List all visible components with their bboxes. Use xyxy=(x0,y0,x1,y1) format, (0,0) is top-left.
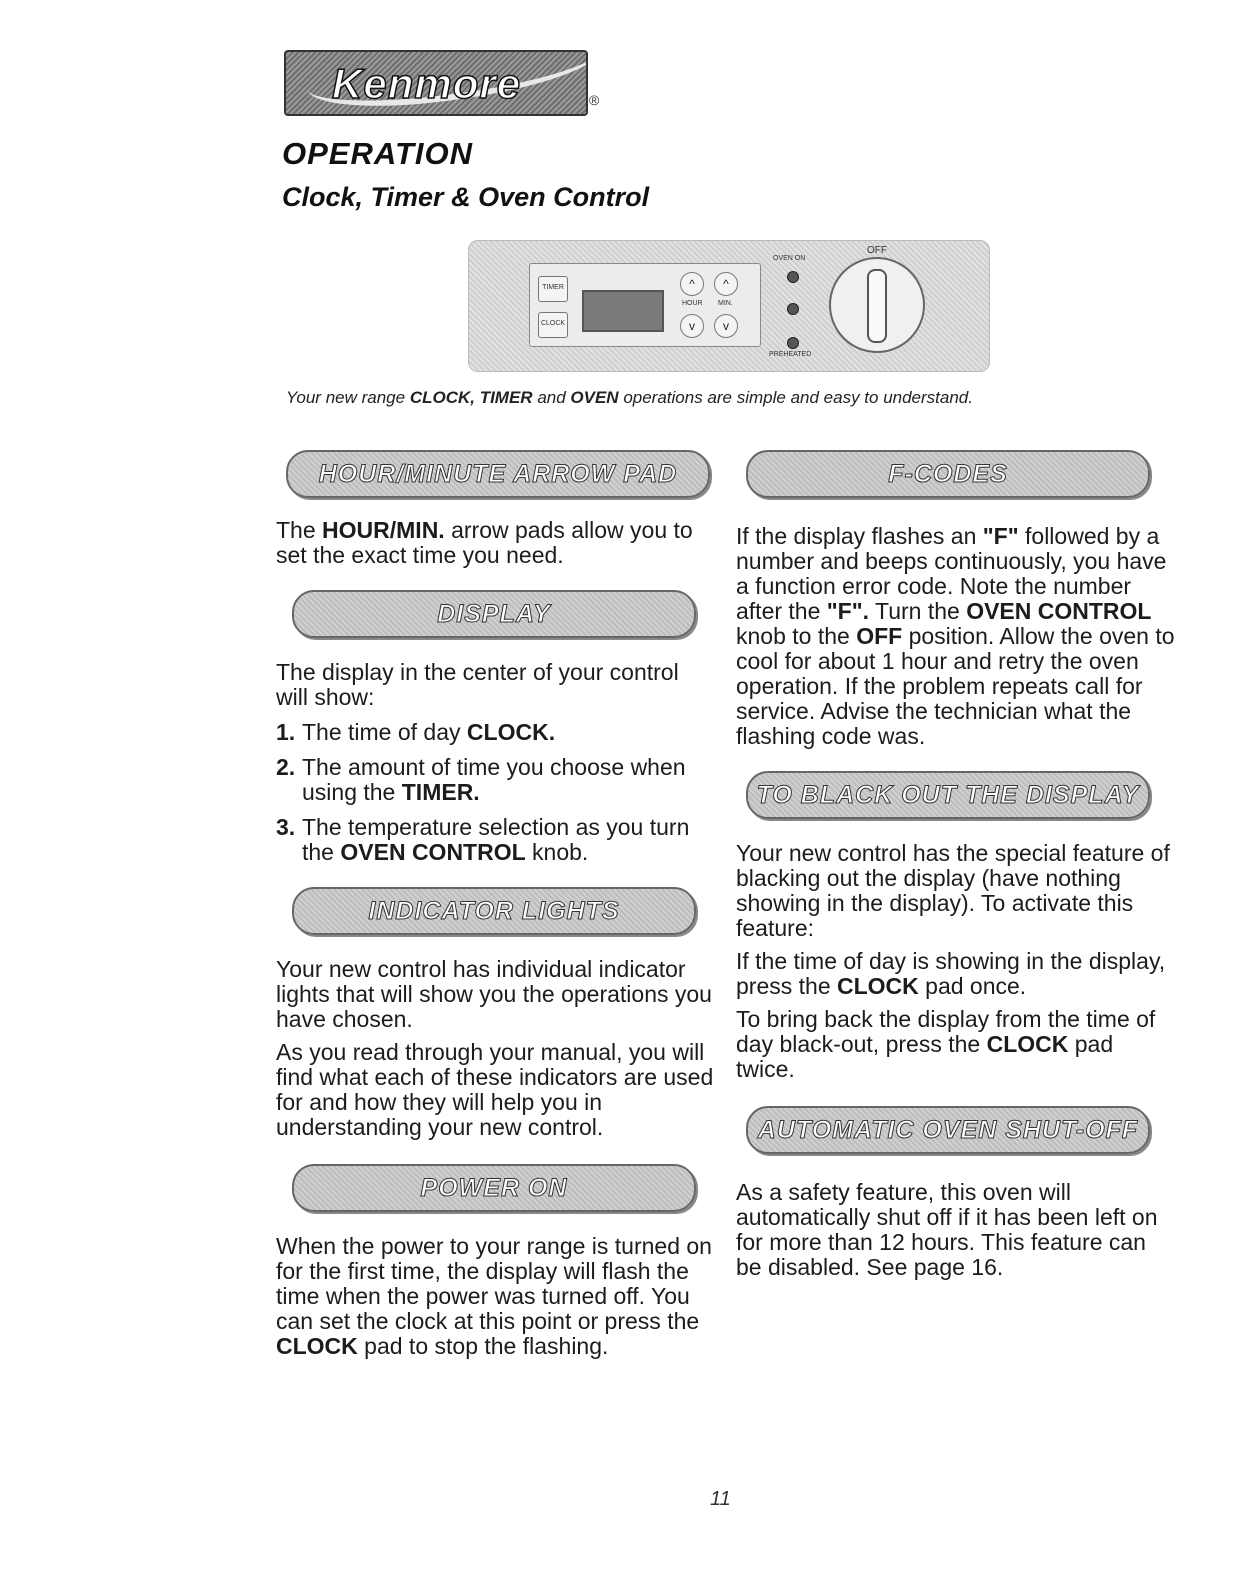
control-panel-illustration xyxy=(468,240,990,372)
panel-clean-light xyxy=(787,303,799,315)
panel-hour-label: HOUR xyxy=(682,300,703,307)
indicator-paragraph-2: As you read through your manual, you will find what each of these indicators are used for and how they will help you in understanding your new control. xyxy=(276,1039,714,1140)
arrow-pad-paragraph: The HOUR/MIN. arrow pads allow you to set the exact time you need. xyxy=(276,517,693,568)
auto-shut-off-paragraph: As a safety feature, this oven will automatically shut off if it has been left on for more than 12 hours. This feature can be disabled. See page 16. xyxy=(736,1179,1158,1280)
right-column xyxy=(736,450,1176,1280)
panel-min-down-arrow: v xyxy=(714,314,738,338)
black-out-paragraph-3: To bring back the display from the time of day black-out, press the CLOCK pad twice. xyxy=(736,1006,1156,1082)
page-title: OPERATION xyxy=(282,136,473,171)
registered-mark: ® xyxy=(589,92,600,108)
power-on-paragraph: When the power to your range is turned on for the first time, the display will flash the time when the power was turned off. You can set the clock at this point or press the CLOCK pad to stop the flashing. xyxy=(276,1233,712,1359)
panel-display xyxy=(582,290,664,332)
logo-text: Kenmore xyxy=(332,60,522,107)
section-heading-f-codes: F-CODES xyxy=(746,450,1150,498)
page-subtitle: Clock, Timer & Oven Control xyxy=(282,182,650,212)
black-out-paragraph-2: If the time of day is showing in the display, press the CLOCK pad once. xyxy=(736,948,1166,999)
section-heading-indicator-lights: INDICATOR LIGHTS xyxy=(292,887,696,935)
list-item: 2. The amount of time you choose when using the TIMER. xyxy=(276,754,686,805)
black-out-paragraph-1: Your new control has the special feature of blacking out the display (have nothing showing in the display). To activate this feature: xyxy=(736,840,1170,941)
logo-badge xyxy=(284,50,588,116)
list-item: 1. The time of day CLOCK. xyxy=(276,719,556,745)
panel-clock-pad: CLOCK xyxy=(538,312,568,338)
panel-hour-down-arrow: v xyxy=(680,314,704,338)
panel-min-label: MIN. xyxy=(718,300,733,307)
panel-keypad-area xyxy=(529,263,761,347)
panel-hour-up-arrow: ^ xyxy=(680,272,704,296)
left-column xyxy=(276,450,716,1359)
panel-oven-on-light xyxy=(787,271,799,283)
panel-caption: Your new range CLOCK, TIMER and OVEN operations are simple and easy to understand. xyxy=(286,388,973,407)
oven-control-knob-grip xyxy=(867,269,887,343)
section-heading-power-on: POWER ON xyxy=(292,1164,696,1212)
panel-min-up-arrow: ^ xyxy=(714,272,738,296)
kenmore-logo xyxy=(284,50,600,116)
oven-control-knob xyxy=(829,257,925,353)
panel-preheated-label: PREHEATED xyxy=(769,351,812,358)
list-item: 3. The temperature selection as you turn the OVEN CONTROL knob. xyxy=(276,814,690,865)
f-codes-paragraph: If the display flashes an "F" followed by a number and beeps continuously, you have a function error code. Note the number after the "F". Turn the OVEN CONTROL knob to the OFF position. Allow the oven to cool for about 1 hour and retry the oven operation. If the problem repeats call for service. Advise the technician what the flashing code was. xyxy=(736,523,1175,749)
section-heading-arrow-pad: HOUR/MINUTE ARROW PAD xyxy=(286,450,710,498)
section-heading-display: DISPLAY xyxy=(292,590,696,638)
display-list xyxy=(276,720,716,865)
page-number: 11 xyxy=(710,1488,731,1510)
display-intro: The display in the center of your control will show: xyxy=(276,659,679,710)
panel-timer-pad: TIMER xyxy=(538,276,568,302)
section-heading-black-out: TO BLACK OUT THE DISPLAY xyxy=(746,771,1150,819)
panel-off-label: OFF xyxy=(867,245,887,256)
indicator-paragraph-1: Your new control has individual indicator lights that will show you the operations you have chosen. xyxy=(276,956,712,1032)
section-heading-auto-shut-off: AUTOMATIC OVEN SHUT-OFF xyxy=(746,1106,1150,1154)
panel-oven-on-label: OVEN ON xyxy=(773,255,806,262)
panel-preheated-light xyxy=(787,337,799,349)
